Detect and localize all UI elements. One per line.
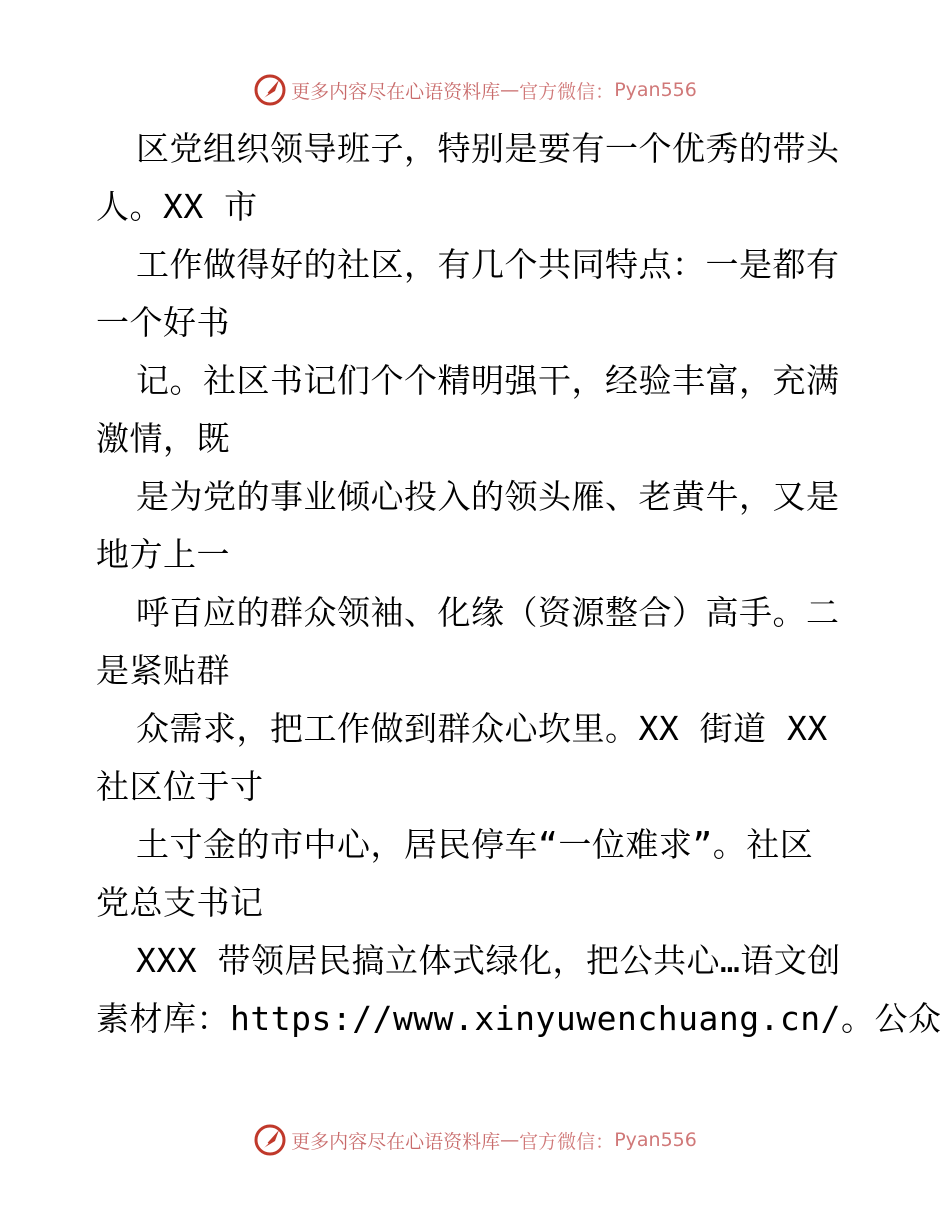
body-line: 是紧贴群: [96, 651, 230, 690]
quill-logo-icon: [253, 73, 287, 107]
footer-wechat-label: 官方微信：: [519, 1130, 615, 1153]
body-line: 土寸金的市中心，居民停车“一位难求”。社区: [136, 825, 814, 864]
footer-banner: [0, 1120, 950, 1160]
body-line: 众需求，把工作做到群众心坎里。XX 街道 XX: [136, 709, 828, 748]
footer-dash: —: [500, 1129, 520, 1151]
body-line: 工作做得好的社区，有几个共同特点：一是都有: [136, 245, 840, 284]
header-banner: [0, 70, 950, 110]
body-line: XXX 带领居民搞立体式绿化，把公共心…语文创: [136, 941, 841, 980]
body-line: 素材库：https://www.xinyuwenchuang.cn/。公众: [96, 999, 942, 1038]
header-wechat-label: 官方微信：: [519, 80, 615, 103]
body-line: 区党组织领导班子，特别是要有一个优秀的带头: [136, 129, 840, 168]
body-line: 呼百应的群众领袖、化缘（资源整合）高手。二: [136, 593, 840, 632]
header-site-name: 更多内容尽在心语资料库: [291, 80, 501, 103]
footer-wechat-id: Pyan556: [614, 1129, 697, 1151]
body-line: 人。XX 市: [96, 187, 258, 226]
header-wechat-id: Pyan556: [614, 79, 697, 101]
body-line: 一个好书: [96, 303, 230, 342]
body-line: 记。社区书记们个个精明强干，经验丰富，充满: [136, 361, 840, 400]
body-line: 地方上一: [96, 535, 230, 574]
document-body: [96, 120, 942, 1048]
body-line: 党总支书记: [96, 883, 264, 922]
quill-logo-icon: [253, 1123, 287, 1157]
body-line: 是为党的事业倾心投入的领头雁、老黄牛，又是: [136, 477, 840, 516]
header-dash: —: [500, 79, 520, 101]
body-line: 激情，既: [96, 419, 230, 458]
body-line: 社区位于寸: [96, 767, 264, 806]
footer-site-name: 更多内容尽在心语资料库: [291, 1130, 501, 1153]
